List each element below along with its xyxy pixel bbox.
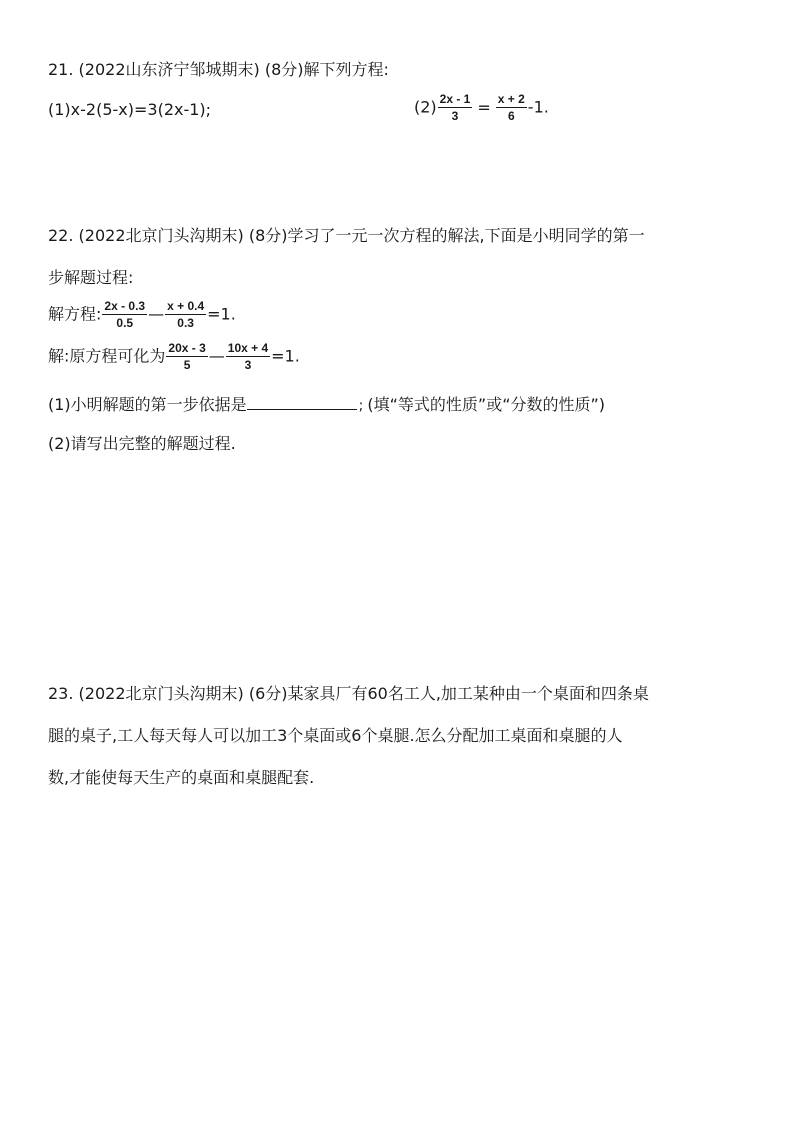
fraction-denominator: 5 — [183, 358, 191, 372]
fraction-numerator: 10x + 4 — [227, 341, 269, 355]
minus-sign: — — [148, 304, 165, 324]
q22-equation-2 — [48, 342, 300, 372]
q21-part2-prefix: (2) — [414, 97, 437, 117]
fraction-numerator: 2x - 0.3 — [104, 299, 146, 313]
answer-blank[interactable] — [247, 393, 357, 410]
q22-eq2-fraction-1 — [166, 342, 207, 372]
q22-eq1-fraction-2 — [165, 300, 206, 330]
q21-part2-suffix: -1. — [527, 97, 549, 117]
fraction-denominator: 0.3 — [177, 316, 194, 330]
q22-part2: (2)请写出完整的解题过程. — [48, 434, 236, 453]
q22-equation-1 — [48, 300, 236, 330]
minus-sign: — — [208, 346, 225, 366]
equation-prefix: 解方程: — [48, 304, 102, 324]
q22-part1 — [48, 393, 605, 416]
q22-eq1-fraction-1 — [102, 300, 147, 330]
fraction-denominator: 3 — [244, 358, 252, 372]
fraction-numerator: x + 0.4 — [167, 299, 205, 313]
q21-part1: (1)x-2(5-x)=3(2x-1); — [48, 100, 212, 119]
q22-eq2-fraction-2 — [226, 342, 270, 372]
equation-suffix: =1. — [271, 346, 300, 366]
fraction-denominator: 3 — [451, 109, 459, 123]
equation-suffix: =1. — [207, 304, 236, 324]
equation-prefix: 解:原方程可化为 — [48, 346, 166, 366]
q21-part2-fraction-1 — [438, 93, 473, 123]
fraction-denominator: 6 — [507, 109, 515, 123]
q23-line2: 腿的桌子,工人每天每人可以加工3个桌面或6个桌腿.怎么分配加工桌面和桌腿的人 — [48, 726, 623, 745]
fraction-numerator: 2x - 1 — [439, 92, 471, 106]
q21-part2-fraction-2 — [496, 93, 527, 123]
q23-line1: 23. (2022北京门头沟期末) (6分)某家具厂有60名工人,加工某种由一个桌面和四条桌 — [48, 684, 649, 703]
q21-header: 21. (2022山东济宁邹城期末) (8分)解下列方程: — [48, 60, 389, 79]
equals-sign: = — [477, 97, 491, 117]
q22-part1-prefix: (1)小明解题的第一步依据是 — [48, 395, 247, 414]
q21-part2 — [414, 93, 549, 123]
fraction-numerator: 20x - 3 — [168, 341, 206, 355]
semicolon: ; — [358, 398, 364, 414]
q22-part1-suffix: (填“等式的性质”或“分数的性质”) — [367, 395, 606, 414]
q22-header-line2: 步解题过程: — [48, 268, 134, 287]
fraction-numerator: x + 2 — [497, 92, 525, 106]
q23-line3: 数,才能使每天生产的桌面和桌腿配套. — [48, 768, 315, 787]
fraction-denominator: 0.5 — [116, 316, 134, 330]
q22-header-line1: 22. (2022北京门头沟期末) (8分)学习了一元一次方程的解法,下面是小明同学的第一 — [48, 226, 645, 245]
